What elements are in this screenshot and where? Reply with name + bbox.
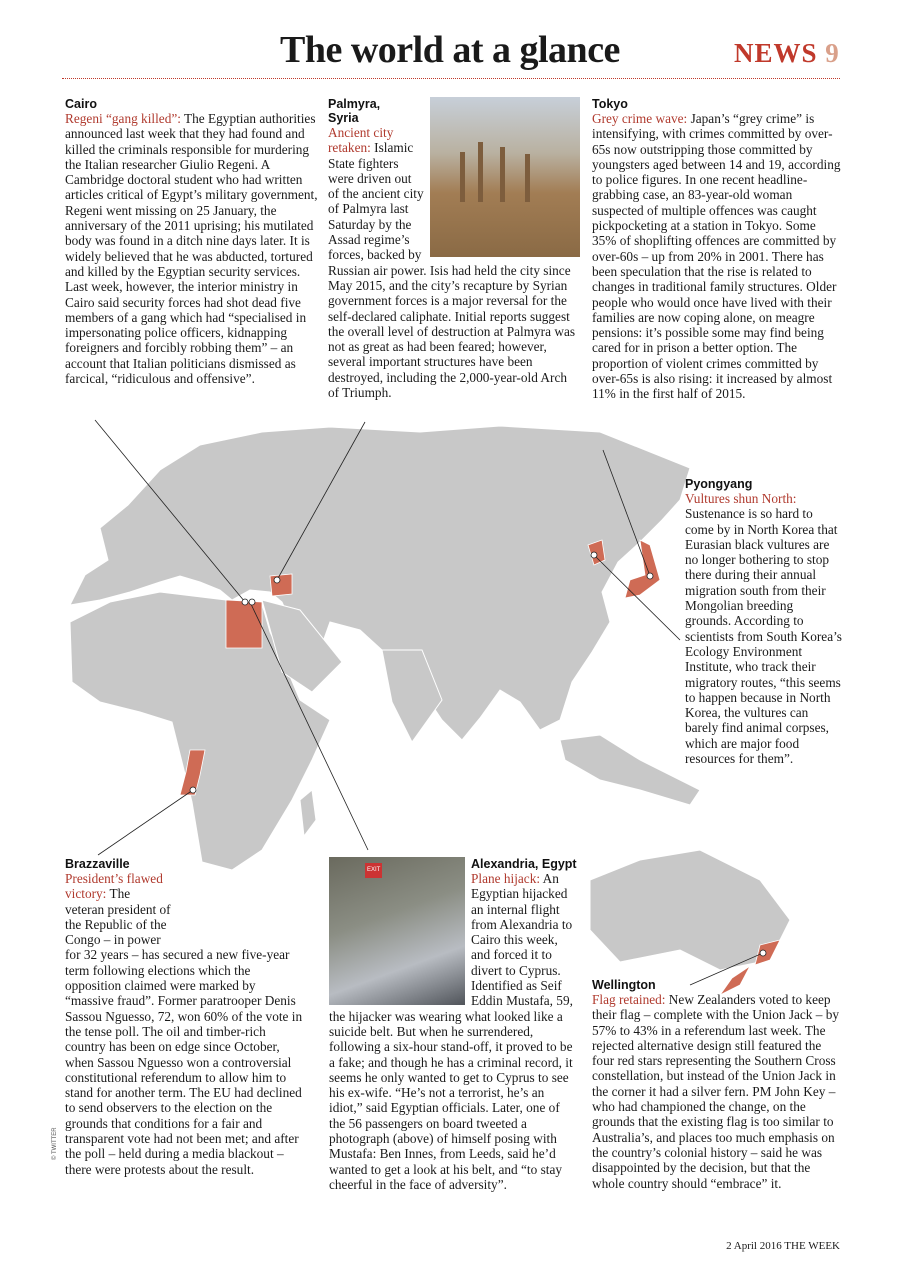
story-body: New Zealanders voted to keep their flag – complete with the Union Jack – by 57% to 43% in a referendum last week. The rejected alternative design still featured the four red stars representing the Southern Cross constellation, but instead of the Union Jack in the corner it had a silver fern. PM John Key – who had championed the change, on the grounds that the existing flag is too similar to Australia’s, and places too much emphasis on the country’s colonial history – said he was disappointed by the decision, but that the whole country should “embrace” it.: [592, 992, 840, 1191]
story-wellington: [592, 978, 842, 1191]
brazzaville-leader-line: [98, 790, 193, 855]
tokyo-marker: [647, 573, 653, 579]
brazzaville-marker: [190, 787, 196, 793]
page-title: The world at a glance: [280, 29, 620, 71]
story-alexandria: [329, 857, 579, 1192]
egypt-highlight: [226, 600, 262, 648]
story-body: An Egyptian hijacked an internal flight from Alexandria to Cairo this week, and forced it to divert to Cyprus. Identified as Seif Eddin Mustafa, 59, the hijacker was wearing what looked like a suicide belt. But when he surrendered, following a six-hour stand-off, it proved to be a fake; and though he has a criminal record, it seems he only wanted to get to Cyprus to see his ex-wife. “He’s not a terrorist, he’s an idiot,” said Egyptian officials. Later, one of the 56 passengers on board tweeted a photograph (above) of himself posing with Mustafa: Ben Innes, from Leeds, said he’d wanted to get a look at his belt, and “to stay cheerful in the face of adversity”.: [329, 871, 573, 1192]
story-body: Sustenance is so hard to come by in North Korea that Eurasian black vultures are no longer bothering to stop there during their annual migration south from their Mongolian breeding grounds. According to scientists from South Korea’s Ecology Environment Institute, who track their migratory routes, “this seems to happen because in North Korea, the vultures can barely find animal corpses, which are major food resources for them”.: [685, 506, 842, 767]
story-headline: Regeni “gang killed”:: [65, 111, 181, 126]
story-headline: President’s flawed victory:: [65, 871, 163, 902]
story-headline: Vultures shun North:: [685, 491, 797, 506]
palmyra-marker: [274, 577, 280, 583]
story-cairo: [65, 97, 323, 386]
exit-sign: EXIT: [365, 863, 382, 878]
photo-credit: © TWITTER: [52, 1127, 58, 1160]
story-body: Japan’s “grey crime” is intensifying, with crimes committed by over-65s now outstripping those committed by youngsters aged between 14 and 19, according to police figures. In one recent headline-grabbing case, an 83-year-old woman suspected of multiple offences was caught pickpocketing at a station in Tokyo. Some 35% of shoplifting offences are committed by over-60s – up from 20% in 2001. There has been speculation that the rise is related to changes in traditional family structures. Older people who would once have lived with their families are now coping alone, on meagre pensions: it’s possible some may find being cared for in prison a better option. The proportion of violent crimes committed by over-65s is also rising: it increased by almost 11% in the first half of 2015.: [592, 111, 841, 402]
wellington-marker: [760, 950, 766, 956]
story-place: Cairo: [65, 97, 97, 111]
story-place: Tokyo: [592, 97, 628, 111]
alexandria-marker: [249, 599, 255, 605]
story-pyongyang: [685, 477, 842, 766]
story-place: Wellington: [592, 978, 656, 992]
story-palmyra: [328, 97, 580, 400]
story-tokyo: [592, 97, 842, 402]
text-wrap-spacer: [172, 857, 307, 933]
story-place: Palmyra, Syria: [328, 97, 381, 125]
story-headline: Plane hijack:: [471, 871, 541, 886]
section-name: NEWS: [734, 38, 818, 68]
story-headline: Ancient city retaken:: [328, 125, 394, 156]
madagascar-landmass: [300, 790, 316, 836]
southeast-asia-islands: [560, 735, 700, 805]
story-headline: Grey crime wave:: [592, 111, 688, 126]
issue-date: 2 April 2016: [726, 1240, 782, 1252]
story-place: Alexandria, Egypt: [471, 857, 577, 871]
hijacker-selfie-photo: [329, 857, 465, 1005]
story-place: Pyongyang: [685, 477, 753, 491]
story-body: The veteran president of the Republic of the Congo – in power for 32 years – has secured a new five-year term following elections which the opposition claimed were marked by “massive fraud”. Former paratrooper Denis Sassou Nguesso, 72, won 60% of the vote in the tense poll. The oil and timber-rich country has been on edge since October, when Sassou Nguesso won a controversial constitutional referendum to allow him to stand for another term. The EU had declined to send observers to the election on the grounds that conditions for a fair and transparent vote had not been met; and after the poll – held during a media blackout – there were protests about the result.: [65, 886, 303, 1177]
syria-highlight: [270, 574, 292, 596]
story-body: The Egyptian authorities announced last week that they had found and killed the criminals responsible for murdering the Italian researcher Giulio Regeni. A Cambridge doctoral student who had written articles critical of Egypt’s military government, Regeni went missing on 25 January, the anniversary of the 2011 uprising; his mutilated body was found in a ditch nine days later. It is widely believed that he was abducted, tortured and killed by the Egyptian security services. Last week, however, the interior ministry in Cairo said security forces had shot dead five members of a gang which had “specialised in impersonating police officers, kidnapping foreigners and forcibly robbing them” – an account that Italian politicians dismissed as farcical, “ridiculous and offensive”.: [65, 111, 318, 387]
story-headline: Flag retained:: [592, 992, 666, 1007]
page-footer: [726, 1240, 840, 1252]
cairo-marker: [242, 599, 248, 605]
story-place: Brazzaville: [65, 857, 130, 871]
page-number: 9: [825, 38, 840, 68]
publication-name: THE WEEK: [784, 1240, 840, 1252]
story-body: Islamic State fighters were driven out of the ancient city of Palmyra last Saturday by the Assad regime’s forces, backed by Russian air power. Isis had held the city since May 2015, and the city’s recapture by Syrian government forces is a major reversal for the self-declared caliphate. Initial reports suggest the overall level of destruction at Palmyra was not as great as had been feared; however, several important structures have been destroyed, including the 2,000-year-old Arch of Triumph.: [328, 140, 576, 401]
palmyra-ruins-photo: [430, 97, 580, 257]
story-brazzaville: [65, 857, 307, 1177]
pyongyang-marker: [591, 552, 597, 558]
